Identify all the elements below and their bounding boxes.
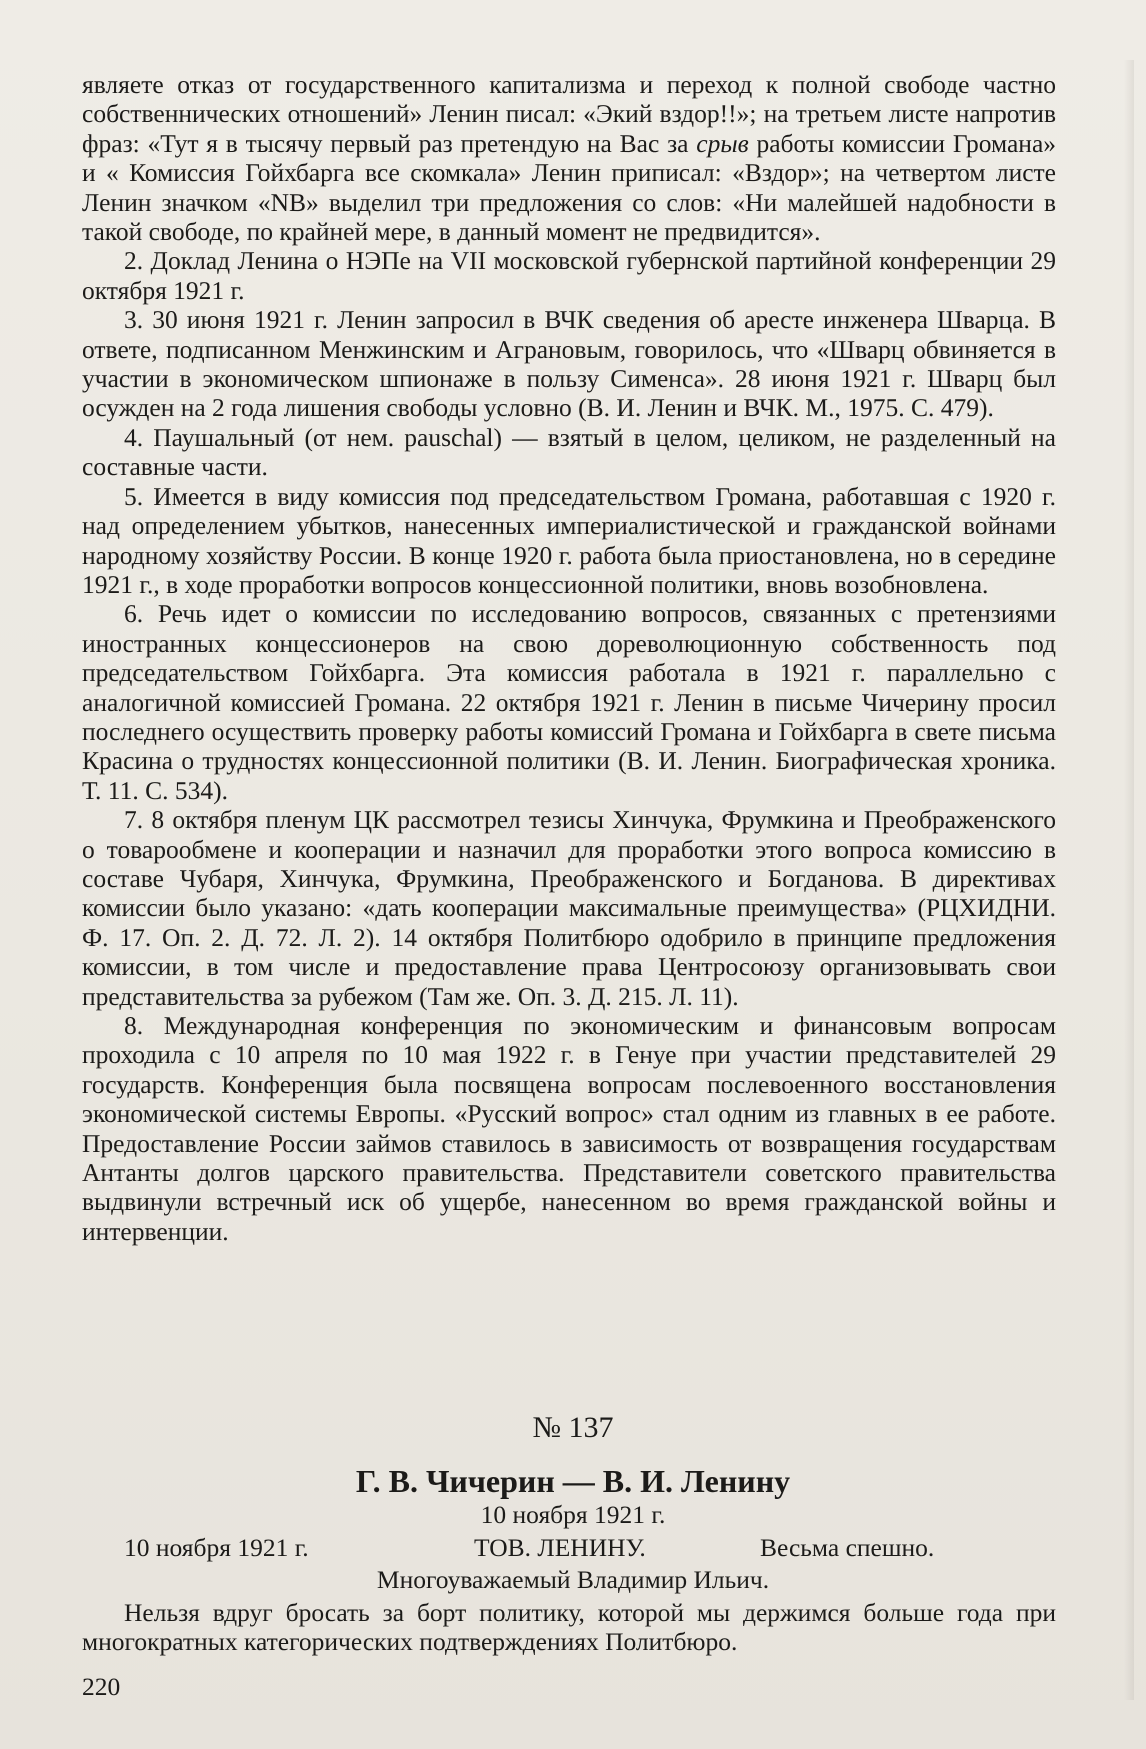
endnote-text: работы комиссии Громана» и « Комиссия Гойхбарга все скомкала» Ленин приписал: «Вздор»; на четвертом листе Ленин значком «NB» выделил три предложения со слов: «Ни малейшей надобности в такой свободе, по крайней мере, в данный момент не предвидится». bbox=[82, 128, 1057, 247]
endnote-8: 8. Международная конференция по экономическим и финансовым вопросам проходила с 10 апреля по 10 мая 1922 г. в Генуе при участии представителей 29 государств. Конференция была посвящена вопросам послевоенного восстановления экономической системы Европы. «Русский вопрос» стал одним из главных в ее работе. Предоставление России займов ставилось в зависимость от возвращения государствам Антанты долгов царского правительства. Представители советского правительства выдвинули встречный иск об ущербе, нанесенном во время гражданской войны и интервенции. bbox=[82, 1011, 1056, 1246]
letter-addressee: ТОВ. ЛЕНИНУ. bbox=[474, 1533, 646, 1562]
endnote-5: 5. Имеется в виду комиссия под председательством Громана, работавшая с 1920 г. над определением убытков, нанесенных империалистической и гражданской войнами народному хозяйству России. В конце 1920 г. работа была приостановлена, но в середине 1921 г., в ходе проработки вопросов концессионной политики, вновь возобновлена. bbox=[82, 481, 1056, 599]
document-date: 10 ноября 1921 г. bbox=[480, 1500, 666, 1529]
italic-word: срыв bbox=[696, 128, 749, 158]
letter-salutation: Многоуважаемый Владимир Ильич. bbox=[376, 1565, 770, 1594]
endnote-3: 3. 30 июня 1921 г. Ленин запросил в ВЧК сведения об аресте инженера Шварца. В ответе, подписанном Менжинским и Аграновым, говорилось, что «Шварц обвиняется в участии в экономическом шпионаже в пользу Сименса». 28 июня 1921 г. Шварц был осужден на 2 года лишения свободы условно (В. И. Ленин и ВЧК. М., 1975. С. 479). bbox=[82, 305, 1056, 423]
endnote-text: являете отказ от государственного капитализма и переход к полной свободе частно собственнических отношений» Ленин писал: «Экий вздор!!»; на третьем листе напротив фраз: «Тут я в тысячу первый раз претендую на Вас за bbox=[82, 70, 1056, 158]
letter-urgency: Весьма спешно. bbox=[760, 1533, 935, 1562]
endnote-7: 7. 8 октября пленум ЦК рассмотрел тезисы Хинчука, Фрумкина и Преображенского о товарообмене и кооперации и назначил для проработки этого вопроса комиссию в составе Чубаря, Хинчука, Фрумкина, Преображенского и Богданова. В директивах комиссии было указано: «дать кооперации максимальные преимущества» (РЦХИДНИ. Ф. 17. Оп. 2. Д. 72. Л. 2). 14 октября Политбюро одобрило в принципе предложения комиссии, в том числе и предоставление права Центросоюзу организовывать свои представительства за рубежом (Там же. Оп. 3. Д. 215. Л. 11). bbox=[82, 805, 1056, 1011]
page-edge-shadow bbox=[1124, 60, 1134, 1700]
endnote-4: 4. Паушальный (от нем. pauschal) — взятый в целом, целиком, не разделенный на составные части. bbox=[82, 422, 1056, 482]
letter-date: 10 ноября 1921 г. bbox=[124, 1533, 309, 1562]
endnote-2: 2. Доклад Ленина о НЭПе на VII московской губернской партийной конференции 29 октября 1921 г. bbox=[82, 246, 1056, 305]
document-title: Г. В. Чичерин — В. И. Ленину bbox=[355, 1463, 791, 1499]
letter-body: Нельзя вдруг бросать за борт политику, которой мы держимся больше года при многократных категорических подтверждениях Политбюро. bbox=[82, 1598, 1056, 1657]
endnote-6: 6. Речь идет о комиссии по исследованию вопросов, связанных с претензиями иностранных концессионеров на свою дореволюционную собственность под председательством Гойхбарга. Эта комиссия работала в 1921 г. параллельно с аналогичной комиссией Громана. 22 октября 1921 г. Ленин в письме Чичерину просил последнего осуществить проверку работы комиссий Громана и Гойхбарга в свете письма Красина о трудностях концессионной политики (В. И. Ленин. Биографическая хроника. Т. 11. С. 534). bbox=[82, 599, 1056, 805]
endnotes-block bbox=[82, 70, 1056, 1246]
endnote-continuation bbox=[82, 70, 1056, 246]
page-number: 220 bbox=[82, 1672, 121, 1701]
document-number: № 137 bbox=[532, 1411, 614, 1444]
